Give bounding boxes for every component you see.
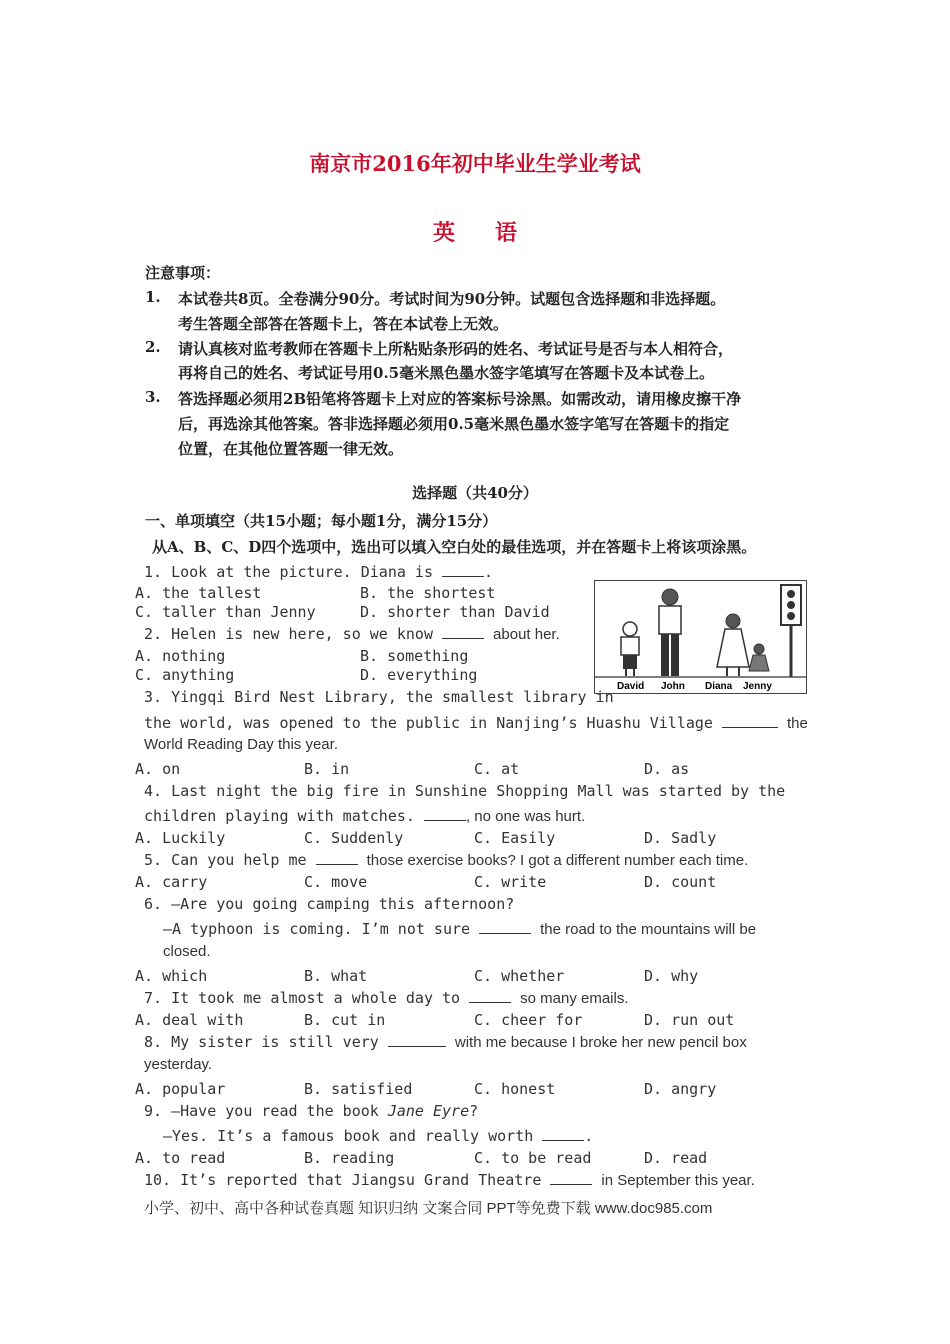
q6-text: —A typhoon is coming. I’m not sure	[163, 920, 471, 938]
part-heading: 一、单项填空（共15小题；每小题1分，满分15分）	[145, 512, 498, 530]
answer-blank	[479, 919, 531, 934]
notice-line: 本试卷共8页。全卷满分90分。考试时间为90分钟。试题包含选择题和非选择题。	[178, 290, 726, 308]
notice-line: 后，再选涂其他答案。答非选择题必须用0.5毫米黑色墨水签字笔写在答题卡的指定	[178, 415, 730, 433]
q2-end: about her.	[493, 626, 560, 643]
answer-blank	[469, 988, 511, 1003]
q8-text: with me because I broke her new pencil box	[454, 1034, 747, 1051]
option: A. deal with	[135, 1011, 244, 1029]
answer-blank	[424, 806, 466, 821]
q4-line2	[144, 806, 585, 825]
q9-line1	[144, 1102, 478, 1120]
option: D. Sadly	[644, 829, 717, 847]
q10-end: in September this year.	[601, 1172, 755, 1189]
q6-line1: 6. —Are you going camping this afternoon?	[144, 895, 515, 913]
answer-blank	[722, 713, 778, 728]
option: D. read	[644, 1149, 708, 1167]
question-picture	[594, 580, 807, 694]
question-10	[144, 1170, 755, 1189]
answer-blank	[550, 1170, 592, 1185]
option: A. to read	[135, 1149, 226, 1167]
option: C. move	[304, 873, 368, 891]
q8-text: 8. My sister is still very	[144, 1033, 379, 1051]
q3-text: the world, was opened to the public in Nanjing’s Huashu Village	[144, 714, 713, 732]
option: D. why	[644, 967, 699, 985]
picture-label-john: John	[661, 681, 685, 692]
q6-line3: closed.	[163, 943, 211, 960]
q8-line1	[144, 1032, 747, 1051]
option: D. count	[644, 873, 717, 891]
question-2	[144, 624, 560, 643]
option: C. Easily	[474, 829, 556, 847]
notice-heading: 注意事项：	[145, 264, 221, 282]
option: B. satisfied	[304, 1080, 413, 1098]
q9-text: —Yes. It’s a famous book and really worth	[163, 1127, 534, 1145]
q9-text: ?	[469, 1102, 479, 1120]
answer-blank	[442, 624, 484, 639]
notice-num-2: 2.	[145, 338, 161, 356]
q5-end: those exercise books? I got a different number each time.	[366, 852, 749, 869]
option: B. in	[304, 760, 350, 778]
option: B. what	[304, 967, 368, 985]
picture-label-diana: Diana	[705, 681, 733, 692]
q1-stem: 1. Look at the picture. Diana is	[144, 563, 433, 581]
q3-line3: World Reading Day this year.	[144, 736, 338, 753]
q3-text: the	[787, 715, 808, 732]
answer-blank	[316, 850, 358, 865]
option: A. popular	[135, 1080, 226, 1098]
q4-text: , no one was hurt.	[465, 808, 586, 825]
exam-title: 南京市2016年初中毕业生学业考试	[309, 151, 641, 176]
q4-text: children playing with matches.	[144, 807, 415, 825]
subject-title: 英语	[432, 220, 557, 246]
option: B. the shortest	[360, 584, 496, 602]
question-7	[144, 988, 629, 1007]
option: A. on	[135, 760, 181, 778]
q6-text: the road to the mountains will be	[540, 921, 757, 938]
q10-stem: 10. It’s reported that Jiangsu Grand Theatre	[144, 1171, 542, 1189]
option: C. to be read	[474, 1149, 592, 1167]
option: C. anything	[135, 666, 235, 684]
option: C. write	[474, 873, 547, 891]
option: A. the tallest	[135, 584, 262, 602]
question-5	[144, 850, 748, 869]
q9-text: .	[584, 1127, 594, 1145]
option: C. Suddenly	[304, 829, 404, 847]
picture-label-david: David	[617, 681, 645, 692]
q5-stem: 5. Can you help me	[144, 851, 307, 869]
option: D. angry	[644, 1080, 717, 1098]
answer-blank	[388, 1032, 446, 1047]
notice-line: 考生答题全部答在答题卡上，答在本试卷上无效。	[178, 315, 509, 333]
option: D. everything	[360, 666, 478, 684]
q3-line1: 3. Yingqi Bird Nest Library, the smallest library in	[144, 688, 614, 706]
q4-line1: 4. Last night the big fire in Sunshine Shopping Mall was started by the	[144, 782, 786, 800]
page-footer: 小学、初中、高中各种试卷真题 知识归纳 文案合同 PPT等免费下载 www.doc985.com	[144, 1200, 713, 1217]
section-heading: 选择题（共40分）	[412, 484, 538, 502]
answer-blank	[442, 562, 484, 577]
q9-line2	[163, 1126, 593, 1145]
picture-label-jenny: Jenny	[743, 681, 772, 692]
notice-num-1: 1.	[145, 288, 161, 306]
option: C. whether	[474, 967, 565, 985]
notice-num-3: 3.	[145, 388, 161, 406]
option: A. which	[135, 967, 208, 985]
option: C. taller than Jenny	[135, 603, 316, 621]
option: A. Luckily	[135, 829, 226, 847]
option: A. nothing	[135, 647, 226, 665]
option: D. as	[644, 760, 690, 778]
option: B. something	[360, 647, 469, 665]
question-1	[144, 562, 493, 581]
option: B. cut in	[304, 1011, 386, 1029]
option: B. reading	[304, 1149, 395, 1167]
option: D. run out	[644, 1011, 735, 1029]
q6-line2	[163, 919, 756, 938]
answer-blank	[542, 1126, 584, 1141]
notice-line: 位置，在其他位置答题一律无效。	[178, 440, 404, 458]
option: C. honest	[474, 1080, 556, 1098]
q8-line2: yesterday.	[144, 1056, 213, 1073]
notice-line: 答选择题必须用2B铅笔将答题卡上对应的答案标号涂黑。如需改动，请用橡皮擦干净	[178, 390, 742, 408]
q7-end: so many emails.	[520, 990, 629, 1007]
notice-line: 请认真核对监考教师在答题卡上所粘贴条形码的姓名、考试证号是否与本人相符合，	[178, 340, 734, 358]
q9-text: 9. —Have you read the book	[144, 1102, 379, 1120]
notice-line: 再将自己的姓名、考试证号用0.5毫米黑色墨水签字笔填写在答题卡及本试卷上。	[178, 364, 715, 382]
q1-end: .	[484, 563, 494, 581]
option: C. at	[474, 760, 520, 778]
option: C. cheer for	[474, 1011, 583, 1029]
q2-stem: 2. Helen is new here, so we know	[144, 625, 433, 643]
option: A. carry	[135, 873, 208, 891]
part-instruction: 从A、B、C、D四个选项中，选出可以填入空白处的最佳选项，并在答题卡上将该项涂黑。	[152, 538, 757, 556]
q9-book-title: Jane Eyre	[387, 1102, 470, 1120]
q3-line2	[144, 713, 808, 732]
q7-stem: 7. It took me almost a whole day to	[144, 989, 461, 1007]
option: D. shorter than David	[360, 603, 550, 621]
picture-drawing	[595, 581, 806, 693]
